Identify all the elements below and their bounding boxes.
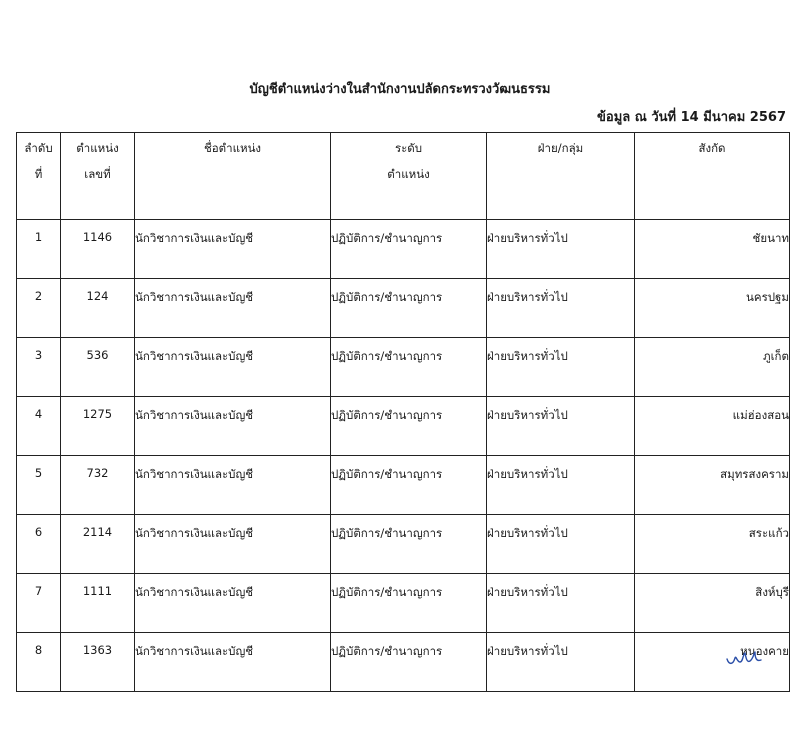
cell-division: ฝ่ายบริหารทั่วไป bbox=[487, 338, 635, 397]
cell-level: ปฏิบัติการ/ชำนาญการ bbox=[331, 633, 487, 692]
cell-affiliation: สิงห์บุรี bbox=[635, 574, 790, 633]
cell-level: ปฏิบัติการ/ชำนาญการ bbox=[331, 279, 487, 338]
table-row bbox=[17, 220, 790, 279]
header-affiliation-text: สังกัด bbox=[698, 141, 726, 155]
cell-division: ฝ่ายบริหารทั่วไป bbox=[487, 279, 635, 338]
cell-position-number: 732 bbox=[61, 456, 135, 515]
cell-position-number: 124 bbox=[61, 279, 135, 338]
cell-position-name: นักวิชาการเงินและบัญชี bbox=[135, 515, 331, 574]
cell-level: ปฏิบัติการ/ชำนาญการ bbox=[331, 515, 487, 574]
cell-division: ฝ่ายบริหารทั่วไป bbox=[487, 397, 635, 456]
cell-position-name: นักวิชาการเงินและบัญชี bbox=[135, 633, 331, 692]
cell-division: ฝ่ายบริหารทั่วไป bbox=[487, 633, 635, 692]
header-row bbox=[17, 133, 790, 220]
header-level bbox=[331, 133, 487, 220]
cell-no: 3 bbox=[17, 338, 61, 397]
cell-position-name: นักวิชาการเงินและบัญชี bbox=[135, 574, 331, 633]
signature-stroke bbox=[727, 652, 761, 663]
cell-no: 5 bbox=[17, 456, 61, 515]
header-level-line1: ระดับ bbox=[394, 141, 423, 155]
cell-division: ฝ่ายบริหารทั่วไป bbox=[487, 515, 635, 574]
table-row bbox=[17, 279, 790, 338]
vacancy-table bbox=[16, 132, 790, 692]
cell-no: 8 bbox=[17, 633, 61, 692]
cell-division: ฝ่ายบริหารทั่วไป bbox=[487, 220, 635, 279]
cell-affiliation: สมุทรสงคราม bbox=[635, 456, 790, 515]
cell-no: 1 bbox=[17, 220, 61, 279]
header-no-line1: ลำดับ bbox=[24, 141, 53, 155]
header-position-name bbox=[135, 133, 331, 220]
cell-no: 4 bbox=[17, 397, 61, 456]
cell-position-name: นักวิชาการเงินและบัญชี bbox=[135, 279, 331, 338]
table-row bbox=[17, 574, 790, 633]
cell-position-name: นักวิชาการเงินและบัญชี bbox=[135, 456, 331, 515]
header-no bbox=[17, 133, 61, 220]
table-body bbox=[17, 220, 790, 692]
header-affiliation bbox=[635, 133, 790, 220]
table-row bbox=[17, 338, 790, 397]
cell-level: ปฏิบัติการ/ชำนาญการ bbox=[331, 338, 487, 397]
header-division bbox=[487, 133, 635, 220]
header-position-number-line1: ตำแหน่ง bbox=[76, 141, 119, 155]
table-row bbox=[17, 633, 790, 692]
cell-no: 6 bbox=[17, 515, 61, 574]
signature-mark bbox=[724, 647, 764, 669]
cell-position-number: 1146 bbox=[61, 220, 135, 279]
cell-position-number: 1111 bbox=[61, 574, 135, 633]
header-position-number bbox=[61, 133, 135, 220]
cell-level: ปฏิบัติการ/ชำนาญการ bbox=[331, 456, 487, 515]
header-position-name-text: ชื่อตำแหน่ง bbox=[203, 141, 262, 155]
cell-level: ปฏิบัติการ/ชำนาญการ bbox=[331, 397, 487, 456]
cell-level: ปฏิบัติการ/ชำนาญการ bbox=[331, 220, 487, 279]
cell-affiliation: นครปฐม bbox=[635, 279, 790, 338]
cell-division: ฝ่ายบริหารทั่วไป bbox=[487, 456, 635, 515]
header-position-number-line2: เลขที่ bbox=[84, 167, 111, 181]
cell-division: ฝ่ายบริหารทั่วไป bbox=[487, 574, 635, 633]
cell-affiliation: สระแก้ว bbox=[635, 515, 790, 574]
cell-level: ปฏิบัติการ/ชำนาญการ bbox=[331, 574, 487, 633]
cell-no: 7 bbox=[17, 574, 61, 633]
header-level-line2: ตำแหน่ง bbox=[387, 167, 430, 181]
cell-position-number: 1363 bbox=[61, 633, 135, 692]
header-no-line2: ที่ bbox=[34, 167, 43, 181]
table-row bbox=[17, 515, 790, 574]
table-row bbox=[17, 456, 790, 515]
cell-position-name: นักวิชาการเงินและบัญชี bbox=[135, 338, 331, 397]
table-header bbox=[17, 133, 790, 220]
cell-position-number: 2114 bbox=[61, 515, 135, 574]
cell-affiliation: ภูเก็ต bbox=[635, 338, 790, 397]
as-of-date: ข้อมูล ณ วันที่ 14 มีนาคม 2567 bbox=[597, 110, 786, 125]
table-row bbox=[17, 397, 790, 456]
cell-affiliation: หนองคาย bbox=[635, 633, 790, 692]
cell-position-name: นักวิชาการเงินและบัญชี bbox=[135, 397, 331, 456]
cell-no: 2 bbox=[17, 279, 61, 338]
cell-position-number: 536 bbox=[61, 338, 135, 397]
header-division-text: ฝ่าย/กลุ่ม bbox=[537, 141, 584, 155]
cell-affiliation: แม่ฮ่องสอน bbox=[635, 397, 790, 456]
document-title: บัญชีตำแหน่งว่างในสำนักงานปลัดกระทรวงวัฒนธรรม bbox=[249, 82, 551, 97]
cell-position-name: นักวิชาการเงินและบัญชี bbox=[135, 220, 331, 279]
cell-position-number: 1275 bbox=[61, 397, 135, 456]
cell-affiliation: ชัยนาท bbox=[635, 220, 790, 279]
